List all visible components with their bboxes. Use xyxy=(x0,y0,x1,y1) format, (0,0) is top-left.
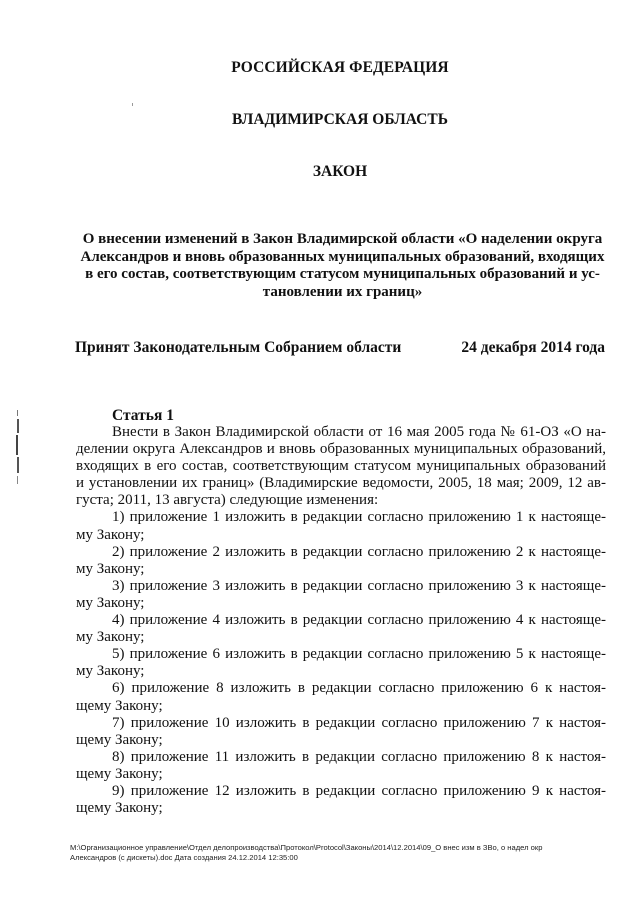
law-title-line: в его состав, соответствующим статусом муниципальных образований и ус- xyxy=(85,266,600,283)
amendment-item-cont: му Закону; xyxy=(76,594,145,611)
region-heading: ВЛАДИМИРСКАЯ ОБЛАСТЬ xyxy=(232,111,448,128)
amendment-item: 3) приложение 3 изложить в редакции согласно приложению 3 к настояще- xyxy=(112,577,606,594)
amendment-item: 8) приложение 11 изложить в редакции согласно приложению 8 к настоя- xyxy=(112,748,606,765)
law-type-heading: ЗАКОН xyxy=(312,163,368,180)
amendment-item-cont: му Закону; xyxy=(76,663,145,680)
amendment-item-cont: му Закону; xyxy=(76,560,145,577)
amendment-item: 1) приложение 1 изложить в редакции согласно приложению 1 к настояще- xyxy=(112,509,606,526)
law-title-line: тановлении их границ» xyxy=(262,283,423,300)
article-intro-line: входящих в его состав, соответствующим статусом муниципальных образований xyxy=(76,458,606,475)
margin-stamp-mark xyxy=(15,410,21,484)
federation-heading: РОССИЙСКАЯ ФЕДЕРАЦИЯ xyxy=(231,59,449,76)
article-intro-line: и установлении их границ» (Владимирские ведомости, 2005, 18 мая; 2009, 12 ав- xyxy=(76,475,606,492)
amendment-item-cont: щему Закону; xyxy=(76,697,163,714)
footer-path-line: M:\Организационное управление\Отдел делопроизводства\Протокол\Protocol\Законы\2014\12.2014\09_О внес изм в ЗВо, о надел окр xyxy=(70,843,543,852)
amendment-item-cont: му Закону; xyxy=(76,629,145,646)
adopted-by: Принят Законодательным Собранием области xyxy=(75,339,402,356)
amendment-item: 4) приложение 4 изложить в редакции согласно приложению 4 к настояще- xyxy=(112,612,606,629)
article-heading: Статья 1 xyxy=(112,407,174,424)
article-body xyxy=(76,424,606,817)
adoption-date: 24 декабря 2014 года xyxy=(461,339,605,356)
amendment-item-cont: щему Закону; xyxy=(76,731,163,748)
article-intro-line: Внести в Закон Владимирской области от 16 мая 2005 года № 61-ОЗ «О на- xyxy=(112,424,606,440)
amendment-item-cont: щему Закону; xyxy=(76,765,163,782)
file-path-footer xyxy=(70,843,590,863)
amendment-item-cont: щему Закону; xyxy=(76,800,163,817)
scan-speck xyxy=(132,103,133,106)
amendment-item-cont: му Закону; xyxy=(76,526,145,543)
amendment-item: 9) приложение 12 изложить в редакции согласно приложению 9 к настоя- xyxy=(112,782,606,799)
amendment-item: 7) приложение 10 изложить в редакции согласно приложению 7 к настоя- xyxy=(112,714,606,731)
law-title-line: О внесении изменений в Закон Владимирской области «О наделении округа xyxy=(82,231,603,247)
law-title-line: Александров и вновь образованных муниципальных образований, входящих xyxy=(80,248,605,265)
law-title xyxy=(76,231,609,301)
article-intro-line: делении округа Александров и вновь образованных муниципальных образований, xyxy=(76,441,606,458)
amendment-item: 2) приложение 2 изложить в редакции согласно приложению 2 к настояще- xyxy=(112,543,606,560)
article-intro-line: густа; 2011, 13 августа) следующие изменения: xyxy=(76,492,379,509)
footer-created-line: Александров (с дискеты).doc Дата создания 24.12.2014 12:35:00 xyxy=(70,853,298,862)
amendment-item: 5) приложение 6 изложить в редакции согласно приложению 5 к настояще- xyxy=(112,646,606,663)
amendment-item: 6) приложение 8 изложить в редакции согласно приложению 6 к настоя- xyxy=(112,680,606,697)
